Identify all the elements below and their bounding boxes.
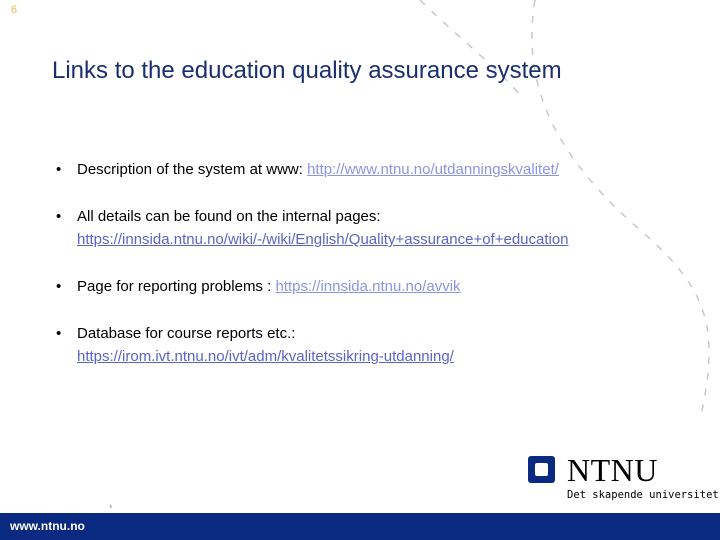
slide-title: Links to the education quality assurance system <box>52 57 562 84</box>
slide-number: 6 <box>11 4 18 16</box>
footer-bar <box>0 513 720 540</box>
bullet-reporting-problems <box>56 275 696 298</box>
bullet-description <box>56 158 696 181</box>
bullet-list <box>56 158 696 368</box>
bullet-text: Description of the system at www: <box>77 161 308 178</box>
link-utdanningskvalitet[interactable]: http://www.ntnu.no/utdanningskvalitet/ <box>307 161 559 178</box>
logo-name: NTNU <box>567 452 658 488</box>
bullet-text: • Database for course reports etc.: <box>77 325 296 342</box>
logo-tagline: Det skapende universitet <box>567 489 719 501</box>
bullet-text: • All details can be found on the internal pages: <box>77 208 381 225</box>
ntnu-logo-icon <box>528 456 555 483</box>
ntnu-logo <box>528 452 719 502</box>
link-irom-kvalitetssikring[interactable]: https://irom.ivt.ntnu.no/ivt/adm/kvalitetssikring-utdanning/ <box>77 348 454 365</box>
bullet-text: Page for reporting problems : <box>77 278 276 295</box>
link-innsida-avvik[interactable]: https://innsida.ntnu.no/avvik <box>275 278 461 295</box>
bullet-internal-pages <box>56 205 696 251</box>
bullet-course-reports <box>56 322 696 368</box>
link-innsida-wiki[interactable]: https://innsida.ntnu.no/wiki/-/wiki/English/Quality+assurance+of+education <box>77 231 569 248</box>
footer-url[interactable]: www.ntnu.no <box>10 519 85 533</box>
